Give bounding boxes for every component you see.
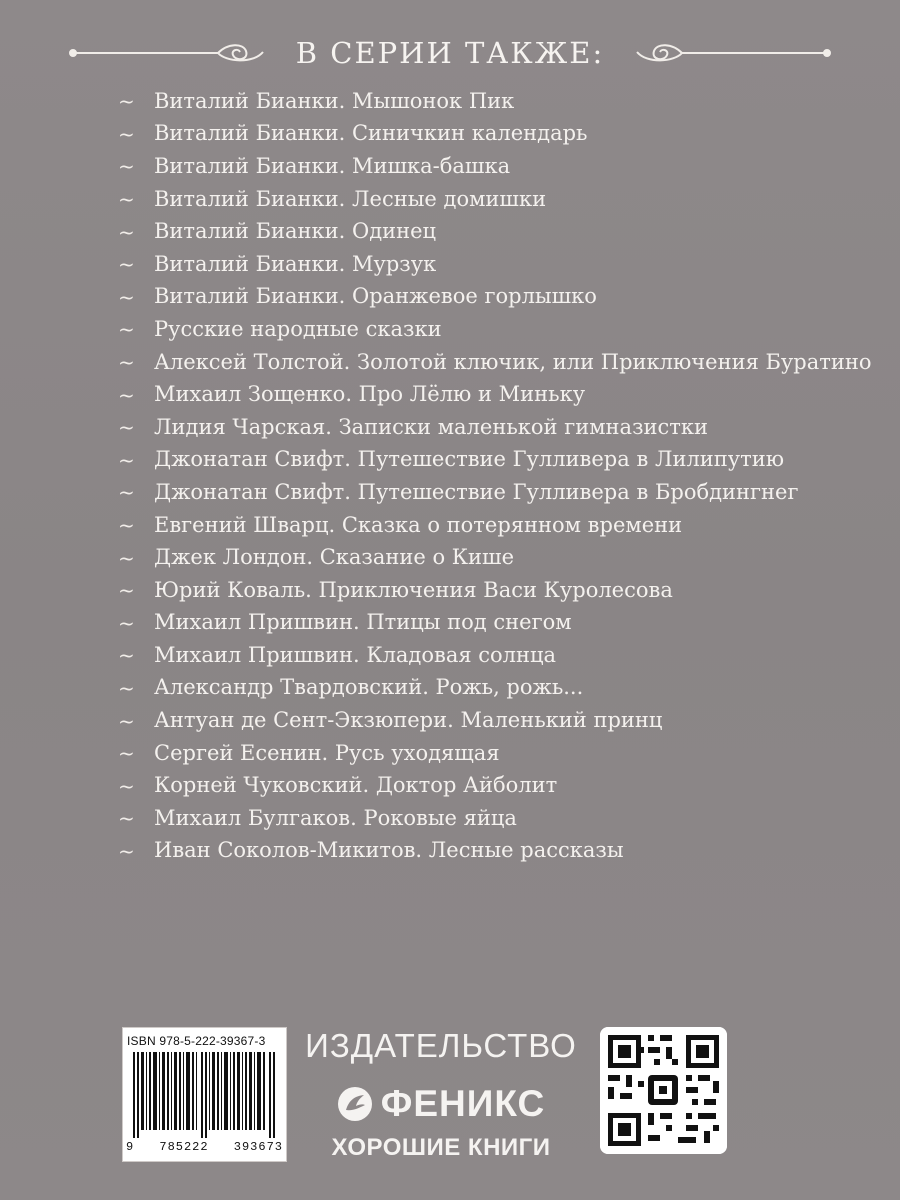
book-title: Алексей Толстой. Золотой ключик, или Приключения Буратино	[154, 349, 872, 374]
book-title: Виталий Бианки. Синичкин календарь	[154, 121, 588, 146]
list-item	[118, 411, 858, 444]
barcode-digit-group: 393673	[233, 1140, 283, 1154]
tilde-bullet: ~	[118, 350, 135, 375]
barcode-digits	[126, 1140, 283, 1154]
book-title: Михаил Пришвин. Птицы под снегом	[154, 610, 572, 635]
book-title: Антуан де Сент-Экзюпери. Маленький принц	[154, 708, 663, 733]
publisher-block	[296, 1022, 586, 1162]
left-flourish-icon	[68, 38, 268, 68]
book-title: Михаил Зощенко. Про Лёлю и Миньку	[154, 382, 586, 407]
tilde-bullet: ~	[118, 708, 135, 733]
list-item	[118, 281, 858, 314]
book-title: Виталий Бианки. Мурзук	[154, 251, 437, 276]
list-item	[118, 639, 858, 672]
tilde-bullet: ~	[118, 513, 135, 538]
book-title: Виталий Бианки. Мышонок Пик	[154, 88, 515, 113]
barcode-digit-group: 785222	[159, 1140, 209, 1154]
list-item	[118, 118, 858, 151]
tilde-bullet: ~	[118, 252, 135, 277]
book-title: Виталий Бианки. Мишка-башка	[154, 153, 511, 178]
book-title: Юрий Коваль. Приключения Васи Куролесова	[154, 577, 673, 602]
publisher-name-row	[296, 1080, 586, 1128]
tilde-bullet: ~	[118, 415, 135, 440]
list-item	[118, 248, 858, 281]
book-title: Джонатан Свифт. Путешествие Гулливера в Бробдингнег	[154, 479, 799, 504]
book-title: Джек Лондон. Сказание о Кише	[154, 545, 515, 570]
phoenix-logo-icon	[337, 1086, 373, 1122]
list-item	[118, 607, 858, 640]
tilde-bullet: ~	[118, 447, 135, 472]
barcode-icon	[131, 1052, 279, 1138]
tilde-bullet: ~	[118, 806, 135, 831]
book-title: Виталий Бианки. Оранжевое горлышко	[154, 284, 597, 309]
book-title: Евгений Шварц. Сказка о потерянном времени	[154, 512, 683, 537]
list-item	[118, 444, 858, 477]
book-title: Лидия Чарская. Записки маленькой гимназистки	[154, 414, 709, 439]
tilde-bullet: ~	[118, 154, 135, 179]
list-item	[118, 509, 858, 542]
tilde-bullet: ~	[118, 643, 135, 668]
qr-code-icon	[600, 1027, 727, 1154]
tilde-bullet: ~	[118, 545, 135, 570]
tilde-bullet: ~	[118, 284, 135, 309]
book-title: Михаил Булгаков. Роковые яйца	[154, 805, 517, 830]
tilde-bullet: ~	[118, 773, 135, 798]
book-title: Русские народные сказки	[154, 316, 442, 341]
list-item	[118, 835, 858, 868]
tilde-bullet: ~	[118, 89, 135, 114]
publisher-label: ИЗДАТЕЛЬСТВО	[305, 1027, 577, 1064]
tilde-bullet: ~	[118, 382, 135, 407]
tilde-bullet: ~	[118, 741, 135, 766]
list-item	[118, 802, 858, 835]
isbn-label: ISBN 978-5-222-39367-3	[127, 1034, 266, 1048]
isbn-barcode-block	[122, 1027, 287, 1162]
publisher-name: ФЕНИКС	[380, 1083, 546, 1124]
tilde-bullet: ~	[118, 610, 135, 635]
tilde-bullet: ~	[118, 187, 135, 212]
tilde-bullet: ~	[118, 838, 135, 863]
barcode-digit-group: 9	[126, 1140, 135, 1154]
list-item	[118, 150, 858, 183]
publisher-slogan: ХОРОШИЕ КНИГИ	[331, 1134, 551, 1161]
book-title: Корней Чуковский. Доктор Айболит	[154, 773, 558, 798]
book-title: Джонатан Свифт. Путешествие Гулливера в Лилипутию	[154, 447, 785, 472]
list-item	[118, 476, 858, 509]
list-item	[118, 672, 858, 705]
list-item	[118, 85, 858, 118]
right-flourish-icon	[632, 38, 832, 68]
book-title: Иван Соколов-Микитов. Лесные рассказы	[154, 838, 624, 863]
book-title: Александр Твардовский. Рожь, рожь...	[154, 675, 584, 700]
list-item	[118, 313, 858, 346]
tilde-bullet: ~	[118, 219, 135, 244]
tilde-bullet: ~	[118, 480, 135, 505]
list-item	[118, 183, 858, 216]
book-title: Виталий Бианки. Лесные домишки	[154, 186, 547, 211]
tilde-bullet: ~	[118, 121, 135, 146]
book-title: Михаил Пришвин. Кладовая солнца	[154, 642, 557, 667]
list-item	[118, 541, 858, 574]
list-item	[118, 737, 858, 770]
list-item	[118, 574, 858, 607]
series-header	[0, 28, 900, 78]
series-book-list	[118, 85, 872, 867]
tilde-bullet: ~	[118, 578, 135, 603]
list-item	[118, 346, 872, 379]
list-item	[118, 378, 858, 411]
tilde-bullet: ~	[118, 317, 135, 342]
list-item	[118, 704, 858, 737]
list-item	[118, 769, 858, 802]
book-title: Виталий Бианки. Одинец	[154, 219, 437, 244]
list-item	[118, 215, 858, 248]
book-title: Сергей Есенин. Русь уходящая	[154, 740, 500, 765]
series-title: В СЕРИИ ТАКЖЕ:	[295, 36, 605, 70]
tilde-bullet: ~	[118, 675, 135, 700]
